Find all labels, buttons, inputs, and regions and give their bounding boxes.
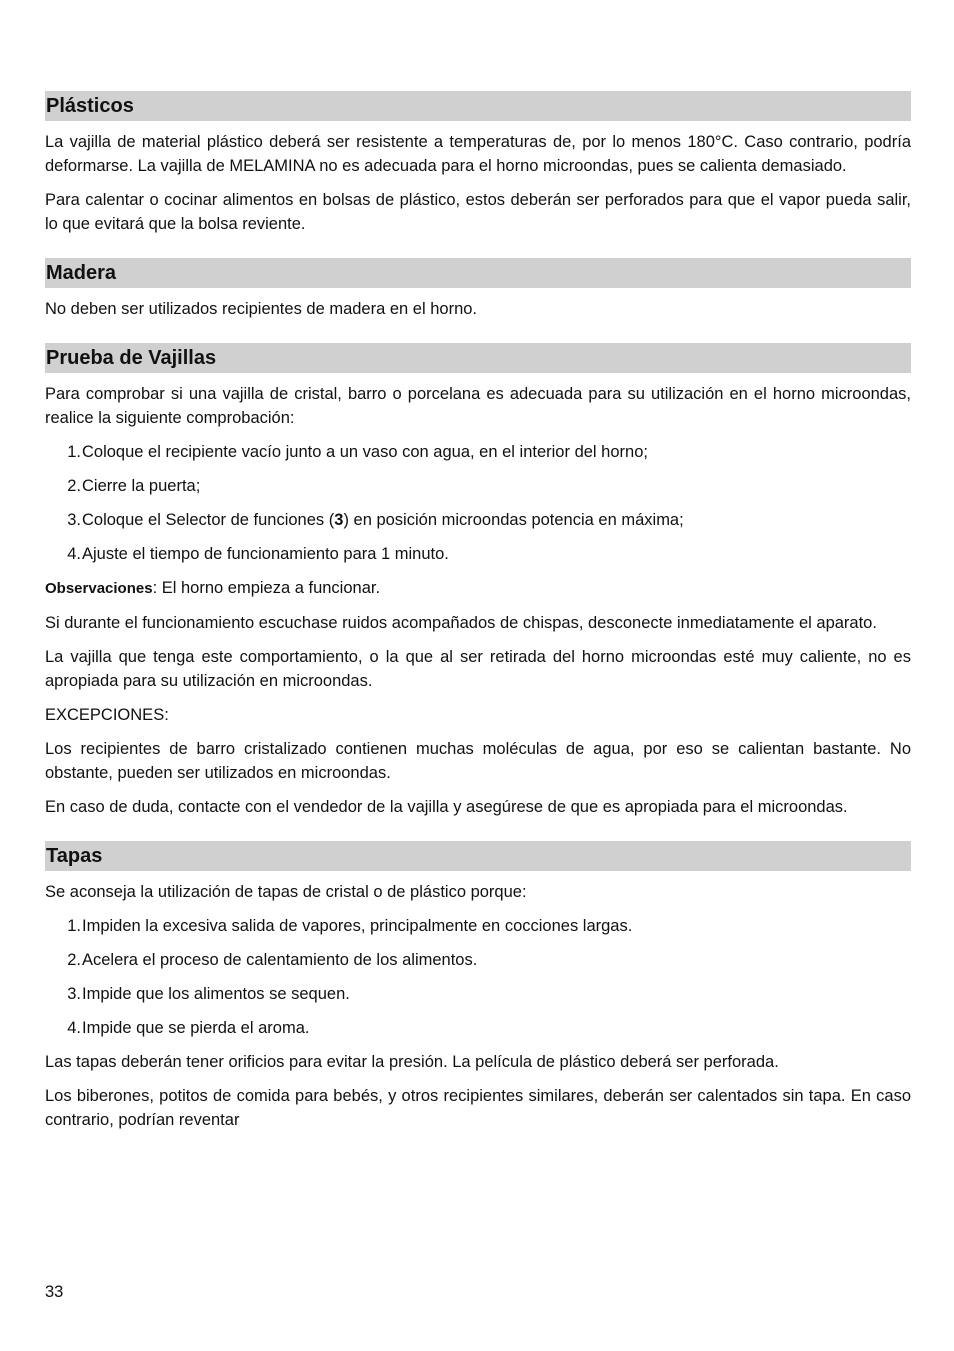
heading-prueba-vajillas: Prueba de Vajillas	[45, 343, 911, 373]
list-item	[45, 440, 911, 464]
list-text: Impide que se pierda el aroma.	[82, 1019, 310, 1037]
list-item	[45, 982, 911, 1006]
paragraph-plasticos-2: Para calentar o cocinar alimentos en bolsas de plástico, estos deberán ser perforados para que el vapor pueda salir, lo que evitará que la bolsa reviente.	[45, 191, 911, 233]
list-item	[45, 508, 911, 532]
list-number: 2.	[67, 951, 81, 969]
list-number: 4.	[67, 1019, 81, 1037]
tapas-list	[45, 914, 911, 1040]
list-text: Ajuste el tiempo de funcionamiento para 1 minuto.	[82, 545, 449, 563]
paragraph-plasticos-1: La vajilla de material plástico deberá ser resistente a temperaturas de, por lo menos 180°C. Caso contrario, podría deformarse. La vajilla de MELAMINA no es adecuada para el horno microondas, pues se calienta demasiado.	[45, 133, 911, 175]
list-text-after: ) en posición microondas potencia en máxima;	[343, 511, 684, 529]
list-number: 1.	[67, 917, 81, 935]
list-number: 3.	[67, 511, 81, 529]
paragraph-barro: Los recipientes de barro cristalizado contienen muchas moléculas de agua, por eso se calientan bastante. No obstante, pueden ser utilizados en microondas.	[45, 740, 911, 782]
document-page	[45, 91, 911, 1132]
paragraph-biberones: Los biberones, potitos de comida para bebés, y otros recipientes similares, deberán ser calentados sin tapa. En caso contrario, podrían reventar	[45, 1087, 911, 1129]
list-number: 3.	[67, 985, 81, 1003]
list-item	[45, 542, 911, 566]
heading-plasticos: Plásticos	[45, 91, 911, 121]
paragraph-observaciones	[45, 576, 911, 601]
observaciones-text: : El horno empieza a funcionar.	[152, 579, 381, 597]
list-text: Acelera el proceso de calentamiento de los alimentos.	[82, 951, 478, 969]
prueba-steps-list	[45, 440, 911, 566]
list-text: Coloque el recipiente vacío junto a un vaso con agua, en el interior del horno;	[82, 443, 648, 461]
list-text: Impide que los alimentos se sequen.	[82, 985, 350, 1003]
list-text: Impiden la excesiva salida de vapores, principalmente en cocciones largas.	[82, 917, 633, 935]
observaciones-label: Observaciones	[45, 580, 153, 597]
list-text: Cierre la puerta;	[82, 477, 201, 495]
list-text-wrapper	[82, 508, 684, 532]
paragraph-chispas: Si durante el funcionamiento escuchase ruidos acompañados de chispas, desconecte inmediatamente el aparato.	[45, 614, 877, 632]
paragraph-comportamiento: La vajilla que tenga este comportamiento, o la que al ser retirada del horno microondas esté muy caliente, no es apropiada para su utilización en microondas.	[45, 648, 911, 690]
list-item	[45, 948, 911, 972]
paragraph-excepciones: EXCEPCIONES:	[45, 706, 169, 724]
heading-madera: Madera	[45, 258, 911, 288]
list-text-before: Coloque el Selector de funciones (	[82, 511, 335, 529]
paragraph-prueba-intro: Para comprobar si una vajilla de cristal, barro o porcelana es adecuada para su utilización en el horno microondas, realice la siguiente comprobación:	[45, 385, 911, 427]
list-item	[45, 474, 911, 498]
paragraph-orificios: Las tapas deberán tener orificios para evitar la presión. La película de plástico deberá ser perforada.	[45, 1053, 779, 1071]
paragraph-duda: En caso de duda, contacte con el vendedor de la vajilla y asegúrese de que es apropiada para el microondas.	[45, 798, 848, 816]
heading-tapas: Tapas	[45, 841, 911, 871]
list-number: 4.	[67, 545, 81, 563]
list-item	[45, 1016, 911, 1040]
page-number: 33	[45, 1283, 64, 1301]
list-number: 1.	[67, 443, 81, 461]
list-number: 2.	[67, 477, 81, 495]
selector-number: 3	[334, 511, 344, 529]
paragraph-tapas-intro: Se aconseja la utilización de tapas de cristal o de plástico porque:	[45, 883, 527, 901]
paragraph-madera-1: No deben ser utilizados recipientes de madera en el horno.	[45, 300, 478, 318]
list-item	[45, 914, 911, 938]
